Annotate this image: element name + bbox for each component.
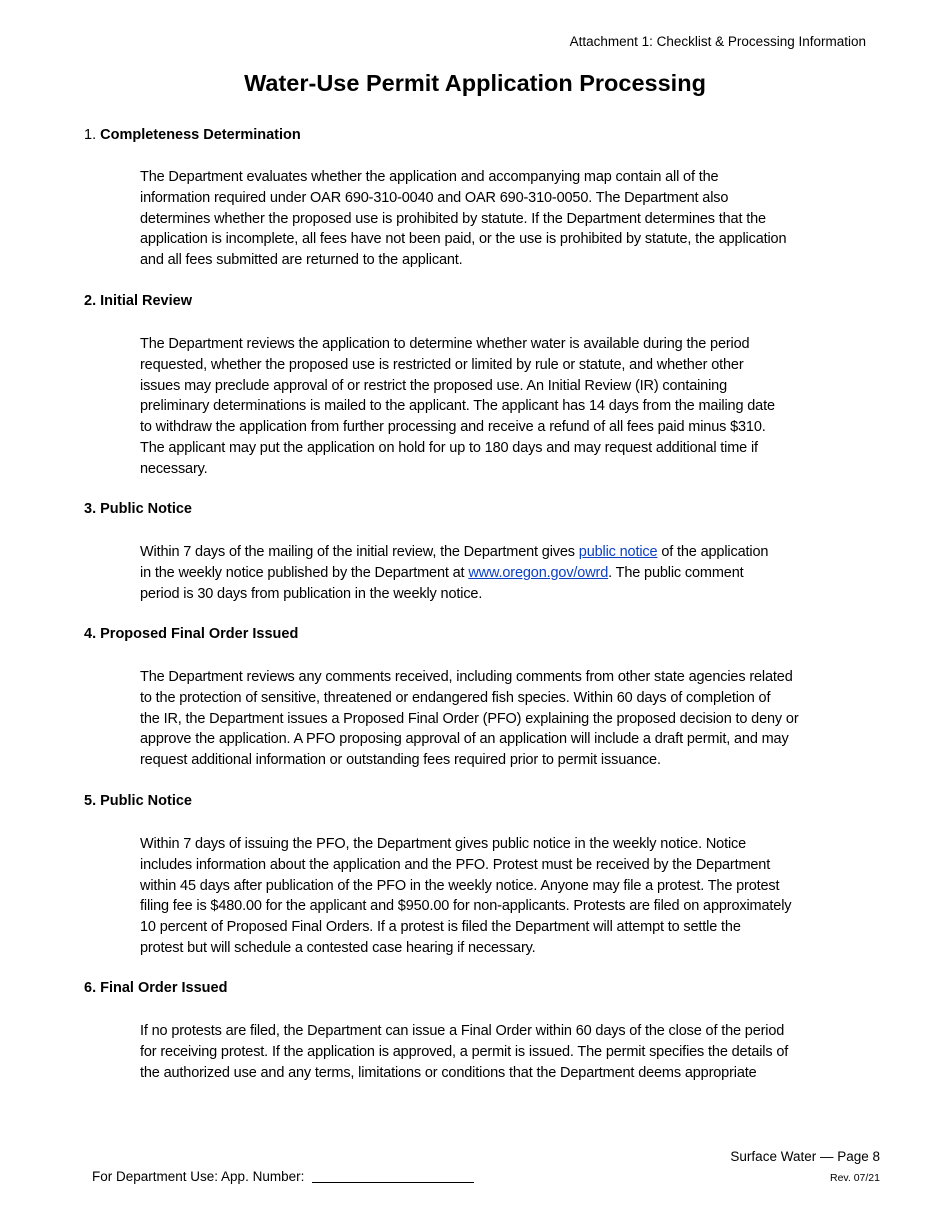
section-title: Public Notice [100,501,192,517]
body-line: the IR, the Department issues a Proposed Final Order (PFO) explaining the proposed decision to deny or [140,710,799,727]
body-line: to the protection of sensitive, threatened or endangered fish species. Within 60 days of completion of [140,689,771,706]
running-header: Attachment 1: Checklist & Processing Information [569,34,866,49]
section-number: 6. [84,980,97,996]
body-line: protest but will schedule a contested case hearing if necessary. [140,939,536,956]
text-run: Within 7 days of the mailing of the initial review, the Department gives [140,544,579,560]
body-line [140,542,870,563]
app-number-blank [312,1168,474,1183]
body-line: period is 30 days from publication in the weekly notice. [140,585,483,602]
body-line: and all fees submitted are returned to the applicant. [140,252,463,269]
section-title: Proposed Final Order Issued [100,626,299,642]
text-run: . The public comment [608,564,744,581]
section-body-proposed-final-order [140,667,870,771]
body-line: necessary. [140,460,208,477]
text-run: of the application [657,544,769,560]
section-body-initial-review [140,334,870,480]
page-title: Water-Use Permit Application Processing [244,70,706,96]
department-use-label: For Department Use: App. Number: [92,1169,305,1184]
section-number: 2. [84,293,97,309]
body-line: If no protests are filed, the Department can issue a Final Order within 60 days of the close of the period [140,1023,785,1039]
body-line: the authorized use and any terms, limitations or conditions that the Department deems appropriate [140,1064,757,1081]
section-title: Initial Review [100,293,192,309]
body-line: 10 percent of Proposed Final Orders. If a protest is filed the Department will attempt to settle the [140,919,741,936]
section-heading-completeness [84,127,301,143]
body-line: for receiving protest. If the application is approved, a permit is issued. The permit specifies the details of [140,1043,789,1060]
text-run: in the weekly notice published by the Department at [140,564,469,581]
body-line: request additional information or outstanding fees required prior to permit issuance. [140,752,661,769]
section-number: 5. [84,793,97,809]
body-line: approve the application. A PFO proposing approval of an application will include a draft permit, and may [140,731,789,748]
section-heading-public-notice-pfo [84,793,192,809]
section-heading-public-notice [84,501,192,517]
body-line: application is incomplete, all fees have not been paid, or the use is prohibited by statute, the application [140,231,787,248]
section-body-public-notice-pfo [140,834,870,959]
public-notice-link[interactable]: public notice [578,544,658,560]
body-line: information required under OAR 690-310-0040 and OAR 690-310-0050. The Department also [140,189,729,206]
section-heading-initial-review [84,293,192,309]
department-use-line [92,1168,474,1184]
section-title: Completeness Determination [100,127,301,143]
section-body-final-order [140,1021,870,1083]
section-heading-proposed-final-order [84,626,298,642]
section-body-public-notice [140,542,870,604]
body-line: includes information about the application and the PFO. Protest must be received by the Department [140,856,771,873]
footer-revision: Rev. 07/21 [829,1172,880,1184]
body-line: Within 7 days of issuing the PFO, the Department gives public notice in the weekly notice. Notice [140,836,747,852]
section-title: Public Notice [100,793,192,809]
body-line: The Department evaluates whether the application and accompanying map contain all of the [140,169,719,185]
body-line: filing fee is $480.00 for the applicant and $950.00 for non-applicants. Protests are filed on approximately [140,898,792,915]
body-line: within 45 days after publication of the PFO in the weekly notice. Anyone may file a protest. The protest [140,877,780,894]
footer-page-label: Surface Water — Page 8 [730,1149,880,1164]
body-line: The applicant may put the application on hold for up to 180 days and may request additional time if [140,439,758,456]
section-body-completeness [140,167,870,271]
section-number: 3. [84,501,97,517]
body-line: to withdraw the application from further processing and receive a refund of all fees paid minus $310. [140,419,766,436]
body-line [140,563,870,584]
section-number: 4. [84,626,97,642]
body-line: issues may preclude approval of or restrict the proposed use. An Initial Review (IR) containing [140,377,727,394]
body-line: The Department reviews the application to determine whether water is available during the period [140,336,750,352]
section-number: 1. [84,127,97,143]
body-line: requested, whether the proposed use is restricted or limited by rule or statute, and whether other [140,356,744,373]
body-line: determines whether the proposed use is prohibited by statute. If the Department determines that the [140,210,766,227]
section-heading-final-order [84,980,227,996]
body-line: preliminary determinations is mailed to the applicant. The applicant has 14 days from the mailing date [140,398,775,415]
body-line: The Department reviews any comments received, including comments from other state agencies related [140,669,793,685]
owrd-website-link[interactable]: www.oregon.gov/owrd [468,564,609,581]
section-title: Final Order Issued [100,980,228,996]
